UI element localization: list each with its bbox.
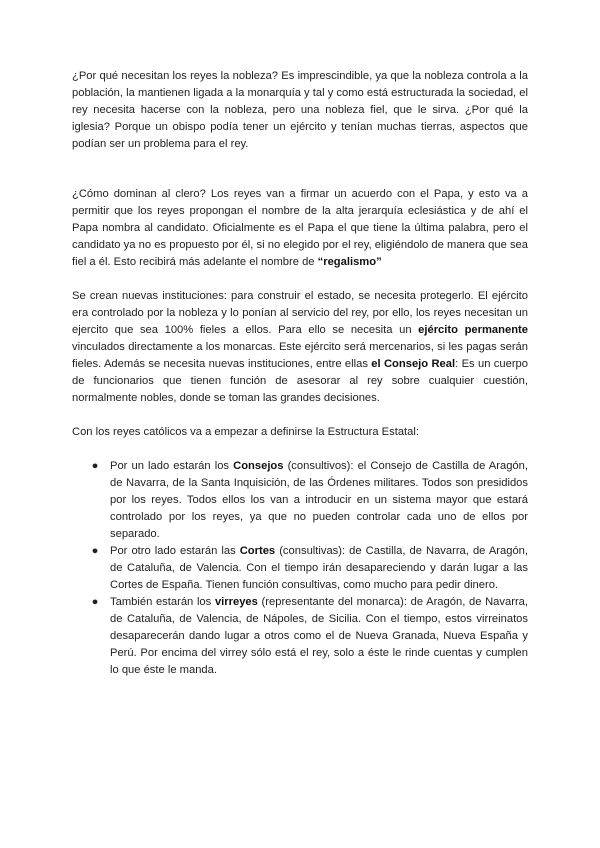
list-item-text: Por otro lado estarán las xyxy=(110,545,240,557)
term-regalismo: “regalismo” xyxy=(317,256,382,268)
list-item-text: También estarán los xyxy=(110,596,215,608)
term-ejercito-permanente: ejército permanente xyxy=(418,324,528,336)
bullet-icon: ● xyxy=(91,545,99,557)
institutions-text-b: vinculados directamente a los monarcas. Este ejército será mercenarios, si les pagas serán fieles. Además se necesita nuevas instituciones, entre ellas xyxy=(72,341,528,370)
paragraph-state-structure: Con los reyes católicos va a empezar a definirse la Estructura Estatal: xyxy=(72,426,419,438)
term-consejos: Consejos xyxy=(233,460,284,472)
institutions-text-c: : Es un cuerpo de funcionarios que tienen función de asesorar al rey sobre cualquier cuestión, normalmente nobles, donde se toman las grandes decisiones. xyxy=(72,358,529,404)
document-page xyxy=(72,68,528,679)
list-item-virreyes xyxy=(91,594,528,679)
list-item-consejos xyxy=(91,458,528,543)
list-item-cortes xyxy=(91,543,528,594)
structure-list xyxy=(72,458,528,679)
paragraph-clergy xyxy=(72,186,528,271)
term-virreyes: virreyes xyxy=(214,596,258,608)
bullet-icon: ● xyxy=(91,460,99,472)
paragraph-nobility: ¿Por qué necesitan los reyes la nobleza? Es imprescindible, ya que la nobleza controla a la población, la mantienen ligada a la monarquía y tal y como está estructurada la sociedad, el rey necesita hacerse con la nobleza, pero una nobleza fiel, que le sirva. ¿Por qué la iglesia? Porque un obispo podía tener un ejército y tenían muchas tierras, aspectos que podían ser un problema para el rey. xyxy=(72,70,528,150)
term-consejo-real: el Consejo Real xyxy=(371,358,456,370)
paragraph-institutions xyxy=(72,288,528,407)
institutions-text-a: Se crean nuevas instituciones: para construir el estado, se necesita protegerlo. El ejército era controlado por la nobleza y lo ponían al servicio del rey, por ello, los reyes necesitan un ejercito que sea 100% fieles a ellos. Para ello se necesita un xyxy=(72,290,528,336)
bullet-icon: ● xyxy=(91,596,99,608)
term-cortes: Cortes xyxy=(239,545,276,557)
list-item-text: (consultivos): el Consejo de Castilla de Aragón, de Navarra, de la Santa Inquisición, de las Órdenes militares. Todos son presididos por los reyes. Todos ellos los van a introducir en un sistema mayor que estará controlado por los reyes, ya que no pueden controlar cada uno de ellos por separado. xyxy=(110,460,528,540)
paragraph-clergy-text: ¿Cómo dominan al clero? Los reyes van a firmar un acuerdo con el Papa, y esto va a permitir que los reyes propongan el nombre de la alta jerarquía eclesiástica y de ahí el Papa nombra al candidato. Oficialmente es el Papa el que tiene la última palabra, pero el candidato ya no es propuesto por él, si no elegido por el rey, eligiéndolo de manera que sea fiel a él. Esto recibirá más adelante el nombre de xyxy=(72,188,528,268)
list-item-text: Por un lado estarán los xyxy=(110,460,234,472)
list-item-text: (consultivas): de Castilla, de Navarra, de Aragón, de Cataluña, de Valencia. Con el tiempo irán desapareciendo y darán lugar a las Cortes de España. Tienen función consultivas, como mucho para pedir dinero. xyxy=(110,545,528,591)
list-item-text: (representante del monarca): de Aragón, de Navarra, de Cataluña, de Valencia, de Nápoles, de Sicilia. Con el tiempo, estos virreinatos desaparecerán dando lugar a otros como el de Nueva Granada, Nueva España y Perú. Por encima del virrey sólo está el rey, solo a éste le rinde cuentas y cumplen lo que éste le manda. xyxy=(110,596,528,676)
